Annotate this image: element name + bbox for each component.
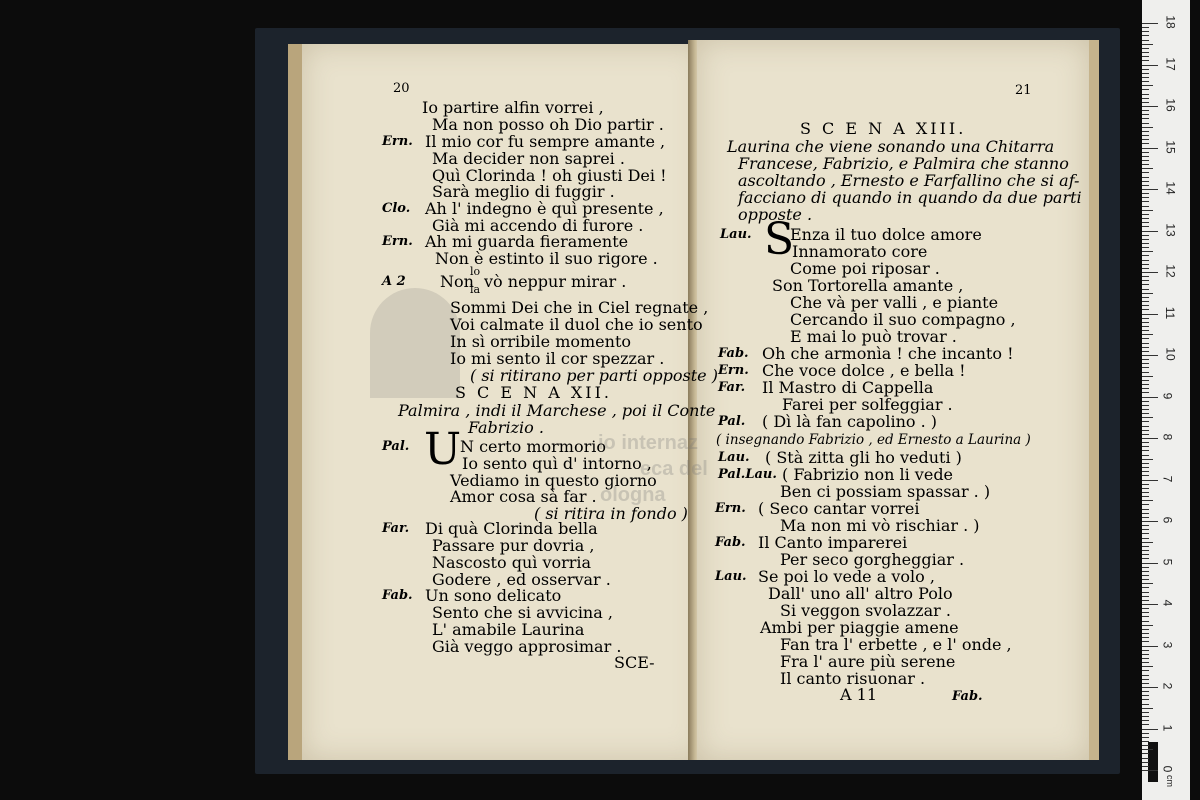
verse-line: Sento che si avvicina , xyxy=(432,603,613,622)
ruler-tick xyxy=(1142,637,1149,638)
ruler-label: 6 xyxy=(1160,516,1175,524)
ruler-tick xyxy=(1142,471,1149,472)
ruler-tick xyxy=(1142,567,1149,568)
ruler-tick xyxy=(1142,355,1158,356)
ruler-tick xyxy=(1142,305,1149,306)
page-number: 20 xyxy=(393,81,410,96)
speaker-label: Fab. xyxy=(715,535,746,550)
ruler-tick xyxy=(1142,434,1149,435)
ruler-tick xyxy=(1142,135,1149,136)
ruler-label: 4 xyxy=(1160,599,1175,607)
ruler-tick xyxy=(1142,488,1149,489)
ruler-tick xyxy=(1142,276,1149,277)
scene-description: Palmira , indi il Marchese , poi il Conte xyxy=(398,401,716,420)
ruler-tick xyxy=(1142,156,1149,157)
ruler-tick xyxy=(1142,127,1153,128)
ruler-tick xyxy=(1142,542,1153,543)
ruler-tick xyxy=(1142,533,1149,534)
ruler-tick xyxy=(1142,60,1149,61)
verse-line: Non è estinto il suo rigore . xyxy=(435,249,658,268)
ruler-tick xyxy=(1142,334,1153,335)
ruler-tick xyxy=(1142,152,1149,153)
ruler-tick xyxy=(1142,521,1158,522)
verse-line: Il mio cor fu sempre amante , xyxy=(425,132,666,151)
ruler-tick xyxy=(1142,426,1149,427)
measurement-ruler xyxy=(1142,0,1190,800)
ruler-tick xyxy=(1142,172,1149,173)
ruler-tick xyxy=(1142,745,1149,746)
ruler-tick xyxy=(1142,550,1149,551)
verse-line: Ma decider non saprei . xyxy=(432,149,625,168)
verse-line: Passare pur dovria , xyxy=(432,536,595,555)
ruler-tick xyxy=(1142,243,1149,244)
library-watermark-logo xyxy=(370,288,460,398)
ruler-label: 5 xyxy=(1160,558,1175,565)
verse-line: Ben ci possiam spassar . ) xyxy=(780,482,991,501)
verse-line: Farei per solfeggiar . xyxy=(782,395,953,414)
ruler-tick xyxy=(1142,318,1149,319)
ruler-tick xyxy=(1142,139,1149,140)
ruler-tick xyxy=(1142,106,1158,107)
verse-line: Sommi Dei che in Ciel regnate , xyxy=(450,298,709,317)
verse-line: Ma non posso oh Dio partir . xyxy=(432,115,664,134)
ruler-tick xyxy=(1142,309,1149,310)
ruler-tick xyxy=(1142,579,1149,580)
ruler-tick xyxy=(1142,260,1149,261)
speaker-label: Ern. xyxy=(715,501,746,516)
ruler-tick xyxy=(1142,737,1149,738)
verse-line: Son Tortorella amante , xyxy=(772,276,964,295)
ruler-tick xyxy=(1142,695,1149,696)
ruler-label: 14 xyxy=(1163,181,1178,195)
ruler-label: 16 xyxy=(1163,98,1178,112)
ruler-tick xyxy=(1142,235,1149,236)
ruler-tick xyxy=(1142,650,1149,651)
ruler-tick xyxy=(1142,123,1149,124)
ruler-tick xyxy=(1142,654,1149,655)
ruler-tick xyxy=(1142,255,1149,256)
speaker-label: Fab. xyxy=(718,346,749,361)
ruler-tick xyxy=(1142,31,1149,32)
ruler-tick xyxy=(1142,571,1149,572)
verse-line: Fra l' aure più serene xyxy=(780,652,956,671)
ruler-label: 8 xyxy=(1160,433,1175,441)
ruler-label: 1 xyxy=(1160,724,1175,731)
verse-line: ( Dì là fan capolino . ) xyxy=(762,412,937,431)
ruler-tick xyxy=(1142,608,1149,609)
watermark-text-1: io internaz xyxy=(598,432,699,454)
ruler-tick xyxy=(1142,633,1149,634)
stage-direction: ( insegnando Fabrizio , ed Ernesto a Laurina ) xyxy=(716,432,1031,448)
ruler-tick xyxy=(1142,367,1149,368)
ruler-tick xyxy=(1142,558,1149,559)
ruler-tick xyxy=(1142,687,1158,688)
ruler-tick xyxy=(1142,417,1153,418)
ruler-tick xyxy=(1142,52,1149,53)
ruler-tick xyxy=(1142,450,1149,451)
verse-line: Già veggo approsimar . xyxy=(432,637,622,656)
ruler-tick xyxy=(1142,251,1153,252)
verse-line: Che voce dolce , e bella ! xyxy=(762,361,966,380)
ruler-tick xyxy=(1142,330,1149,331)
ruler-tick xyxy=(1142,504,1149,505)
ruler-label: 18 xyxy=(1163,15,1178,29)
ruler-tick xyxy=(1142,455,1149,456)
verse-line: N certo mormorio xyxy=(460,437,606,456)
catchword: SCE- xyxy=(614,653,655,672)
ruler-tick xyxy=(1142,716,1149,717)
ruler-tick xyxy=(1142,612,1149,613)
ruler-tick xyxy=(1142,430,1149,431)
ruler-tick xyxy=(1142,421,1149,422)
ruler-tick xyxy=(1142,189,1158,190)
verse-line: Io partire alfin vorrei , xyxy=(422,98,604,117)
ruler-tick xyxy=(1142,264,1149,265)
ruler-unit-label: cm xyxy=(1165,775,1175,787)
ruler-tick xyxy=(1142,629,1149,630)
ruler-tick xyxy=(1142,712,1149,713)
verse-line: Se poi lo vede a volo , xyxy=(758,567,935,586)
speaker-label: A 2 xyxy=(382,274,406,289)
ruler-tick xyxy=(1142,231,1158,232)
ruler-tick xyxy=(1142,293,1153,294)
ruler-tick xyxy=(1142,442,1149,443)
verse-line: Di quà Clorinda bella xyxy=(425,519,598,538)
ruler-tick xyxy=(1142,102,1149,103)
ruler-tick xyxy=(1142,201,1149,202)
scene-heading: S C E N A XII. xyxy=(455,383,612,402)
speaker-label: Pal. xyxy=(382,439,410,454)
verse-line: Vediamo in questo giorno xyxy=(450,471,657,490)
verse-line: Io sento quì d' intorno , xyxy=(462,454,652,473)
ruler-tick xyxy=(1142,181,1149,182)
verse-line: Il canto risuonar . xyxy=(780,669,926,688)
verse-line: Cercando il suo compagno , xyxy=(790,310,1016,329)
verse-superscript: lo xyxy=(470,265,481,278)
ruler-tick xyxy=(1142,185,1149,186)
ruler-tick xyxy=(1142,484,1149,485)
ruler-tick xyxy=(1142,463,1149,464)
ruler-tick xyxy=(1142,625,1153,626)
catchword: Fab. xyxy=(952,689,983,704)
verse-line: Io mi sento il cor spezzar . xyxy=(450,349,665,368)
ruler-tick xyxy=(1142,467,1149,468)
ruler-tick xyxy=(1142,446,1149,447)
verse-line: Ah l' indegno è quì presente , xyxy=(425,199,664,218)
ruler-tick xyxy=(1142,27,1149,28)
ruler-tick xyxy=(1142,131,1149,132)
ruler-tick xyxy=(1142,392,1149,393)
verse-line: Ah mi guarda fieramente xyxy=(425,232,629,251)
ruler-tick xyxy=(1142,297,1149,298)
speaker-label: Ern. xyxy=(382,234,413,249)
page-number: 21 xyxy=(1015,83,1032,98)
verse-line: Fan tra l' erbette , e l' onde , xyxy=(780,635,1012,654)
ruler-tick xyxy=(1142,658,1149,659)
ruler-tick xyxy=(1142,338,1149,339)
ruler-tick xyxy=(1142,438,1158,439)
ruler-label: 0 xyxy=(1160,765,1175,773)
ruler-tick xyxy=(1142,720,1149,721)
ruler-tick xyxy=(1142,114,1149,115)
verse-line: Il Canto imparerei xyxy=(758,533,908,552)
verse-line: Ma non mi vò rischiar . ) xyxy=(780,516,980,535)
ruler-tick xyxy=(1142,322,1149,323)
ruler-tick xyxy=(1142,554,1149,555)
ruler-tick xyxy=(1142,679,1149,680)
verse-line: Godere , ed osservar . xyxy=(432,570,611,589)
ruler-tick xyxy=(1142,666,1153,667)
speaker-label: Pal.Lau. xyxy=(718,467,777,482)
watermark-text-2: eca del xyxy=(640,458,708,480)
ruler-tick xyxy=(1142,81,1149,82)
stage-direction: ( si ritirano per parti opposte ) xyxy=(470,366,718,385)
ruler-tick xyxy=(1142,210,1153,211)
ruler-tick xyxy=(1142,110,1149,111)
ruler-scale-block xyxy=(1148,742,1158,782)
ruler-tick xyxy=(1142,65,1158,66)
ruler-tick xyxy=(1142,563,1158,564)
ruler-tick xyxy=(1142,600,1149,601)
verse-line: Dall' uno all' altro Polo xyxy=(768,584,953,603)
verse-line: ( Seco cantar vorrei xyxy=(758,499,920,518)
ruler-tick xyxy=(1142,247,1149,248)
verse-line: Amor cosa sà far . xyxy=(450,487,597,506)
ruler-tick xyxy=(1142,546,1149,547)
verse-line: Ambi per piaggie amene xyxy=(760,618,959,637)
ruler-tick xyxy=(1142,56,1149,57)
verse-line: ( Fabrizio non li vede xyxy=(782,465,954,484)
verse-line: L' amabile Laurina xyxy=(432,620,585,639)
ruler-tick xyxy=(1142,372,1149,373)
ruler-tick xyxy=(1142,729,1158,730)
ruler-tick xyxy=(1142,98,1149,99)
ruler-tick xyxy=(1142,724,1149,725)
scene-description: facciano di quando in quando da due parti xyxy=(738,188,1082,207)
ruler-tick xyxy=(1142,646,1158,647)
scene-description: Laurina che viene sonando una Chitarra xyxy=(727,137,1055,156)
ruler-tick xyxy=(1142,762,1149,763)
ruler-tick xyxy=(1142,413,1149,414)
ruler-tick xyxy=(1142,148,1158,149)
verse-line: E mai lo può trovar . xyxy=(790,327,957,346)
verse-line: Voi calmate il duol che io sento xyxy=(450,315,703,334)
speaker-label: Lau. xyxy=(720,227,752,242)
ruler-tick xyxy=(1142,23,1158,24)
ruler-tick xyxy=(1142,160,1149,161)
ruler-tick xyxy=(1142,94,1149,95)
drop-capital: U xyxy=(424,424,462,475)
ruler-tick xyxy=(1142,40,1149,41)
ruler-tick xyxy=(1142,89,1149,90)
ruler-label: 7 xyxy=(1160,475,1175,482)
verse-line: Già mi accendo di furore . xyxy=(432,216,644,235)
ruler-tick xyxy=(1142,289,1149,290)
speaker-label: Ern. xyxy=(382,134,413,149)
ruler-tick xyxy=(1142,525,1149,526)
ruler-tick xyxy=(1142,704,1149,705)
ruler-tick xyxy=(1142,538,1149,539)
ruler-tick xyxy=(1142,343,1149,344)
ruler-tick xyxy=(1142,347,1149,348)
ruler-tick xyxy=(1142,475,1149,476)
ruler-tick xyxy=(1142,363,1149,364)
scene-heading: S C E N A XIII. xyxy=(800,119,967,138)
ruler-tick xyxy=(1142,197,1149,198)
ruler-tick xyxy=(1142,575,1149,576)
ruler-tick xyxy=(1142,616,1149,617)
ruler-tick xyxy=(1142,69,1149,70)
ruler-tick xyxy=(1142,517,1149,518)
ruler-tick xyxy=(1142,218,1149,219)
speaker-label: Lau. xyxy=(715,569,747,584)
ruler-tick xyxy=(1142,239,1149,240)
verse-line: Quì Clorinda ! oh giusti Dei ! xyxy=(432,166,667,185)
ruler-tick xyxy=(1142,691,1149,692)
verse-line: In sì orribile momento xyxy=(450,332,632,351)
speaker-label: Far. xyxy=(718,380,746,395)
ruler-tick xyxy=(1142,670,1149,671)
verse-line: ( Stà zitta gli ho veduti ) xyxy=(765,448,962,467)
verse-subscript: la xyxy=(470,283,481,296)
ruler-tick xyxy=(1142,596,1149,597)
speaker-label: Far. xyxy=(382,521,410,536)
ruler-label: 13 xyxy=(1163,222,1178,237)
ruler-tick xyxy=(1142,496,1149,497)
verse-line: Enza il tuo dolce amore xyxy=(790,225,982,244)
verse-line: Si veggon svolazzar . xyxy=(780,601,951,620)
ruler-label: 12 xyxy=(1163,264,1178,278)
ruler-tick xyxy=(1142,708,1153,709)
ruler-tick xyxy=(1142,380,1149,381)
ruler-tick xyxy=(1142,284,1149,285)
watermark-text-3: ologna xyxy=(600,484,666,506)
speaker-label: Lau. xyxy=(718,450,750,465)
ruler-tick xyxy=(1142,280,1149,281)
ruler-tick xyxy=(1142,741,1149,742)
ruler-tick xyxy=(1142,592,1149,593)
ruler-tick xyxy=(1142,359,1149,360)
ruler-tick xyxy=(1142,168,1153,169)
ruler-tick xyxy=(1142,459,1153,460)
ruler-tick xyxy=(1142,529,1149,530)
ruler-tick xyxy=(1142,401,1149,402)
scene-description: Francese, Fabrizio, e Palmira che stanno xyxy=(738,154,1069,173)
ruler-tick xyxy=(1142,222,1149,223)
ruler-tick xyxy=(1142,683,1149,684)
ruler-tick xyxy=(1142,733,1149,734)
verse-line: Sarà meglio di fuggir . xyxy=(432,182,615,201)
ruler-tick xyxy=(1142,766,1149,767)
verse-line: Oh che armonìa ! che incanto ! xyxy=(762,344,1014,363)
ruler-label: 17 xyxy=(1163,56,1178,71)
ruler-tick xyxy=(1142,118,1149,119)
ruler-label: 11 xyxy=(1163,306,1178,319)
ruler-tick xyxy=(1142,587,1149,588)
ruler-tick xyxy=(1142,770,1158,771)
verse-line: Il Mastro di Cappella xyxy=(762,378,934,397)
ruler-tick xyxy=(1142,500,1153,501)
ruler-label: 10 xyxy=(1163,347,1178,361)
ruler-tick xyxy=(1142,758,1149,759)
speaker-label: Clo. xyxy=(382,201,411,216)
ruler-label: 15 xyxy=(1163,139,1178,154)
ruler-tick xyxy=(1142,214,1149,215)
verse-line: Come poi riposar . xyxy=(790,259,940,278)
ruler-tick xyxy=(1142,405,1149,406)
ruler-tick xyxy=(1142,206,1149,207)
ruler-tick xyxy=(1142,35,1149,36)
scene-description: ascoltando , Ernesto e Farfallino che si af- xyxy=(738,171,1080,190)
ruler-tick xyxy=(1142,513,1149,514)
speaker-label: Pal. xyxy=(718,414,746,429)
ruler-tick xyxy=(1142,480,1158,481)
ruler-tick xyxy=(1142,314,1158,315)
speaker-label: Ern. xyxy=(718,363,749,378)
ruler-tick xyxy=(1142,397,1158,398)
stage-direction: ( si ritira in fondo ) xyxy=(534,504,688,523)
ruler-tick xyxy=(1142,301,1149,302)
ruler-tick xyxy=(1142,193,1149,194)
verse-line: Nascosto quì vorria xyxy=(432,553,592,572)
ruler-tick xyxy=(1142,699,1149,700)
ruler-tick xyxy=(1142,384,1149,385)
ruler-tick xyxy=(1142,675,1149,676)
ruler-label: 3 xyxy=(1160,641,1175,648)
ruler-tick xyxy=(1142,164,1149,165)
ruler-tick xyxy=(1142,641,1149,642)
ruler-tick xyxy=(1142,621,1149,622)
scene-description: Fabrizio . xyxy=(468,418,544,437)
ruler-tick xyxy=(1142,44,1153,45)
scene-description: opposte . xyxy=(738,205,813,224)
ruler-tick xyxy=(1142,85,1153,86)
ruler-tick xyxy=(1142,143,1149,144)
ruler-tick xyxy=(1142,226,1149,227)
ruler-tick xyxy=(1142,662,1149,663)
ruler-tick xyxy=(1142,326,1149,327)
ruler-tick xyxy=(1142,388,1149,389)
ruler-tick xyxy=(1142,583,1153,584)
ruler-tick xyxy=(1142,409,1149,410)
ruler-tick xyxy=(1142,509,1149,510)
ruler-tick xyxy=(1142,48,1149,49)
drop-capital: S xyxy=(764,214,795,265)
ruler-tick xyxy=(1142,351,1149,352)
signature-mark: A 11 xyxy=(840,685,877,704)
ruler-label: 9 xyxy=(1160,392,1175,399)
ruler-tick xyxy=(1142,376,1153,377)
ruler-tick xyxy=(1142,73,1149,74)
ruler-tick xyxy=(1142,604,1158,605)
speaker-label: Fab. xyxy=(382,588,413,603)
verse-line: Che và per valli , e piante xyxy=(790,293,999,312)
verse-line: Un sono delicato xyxy=(425,586,562,605)
ruler-tick xyxy=(1142,753,1149,754)
verse-line: Per seco gorgheggiar . xyxy=(780,550,965,569)
ruler-tick xyxy=(1142,77,1149,78)
ruler-tick xyxy=(1142,177,1149,178)
ruler-tick xyxy=(1142,272,1158,273)
verse-line: Innamorato core xyxy=(792,242,928,261)
verse-line: Non xyxy=(440,272,474,291)
ruler-label: 2 xyxy=(1160,682,1175,690)
ruler-tick xyxy=(1142,492,1149,493)
verse-line: vò neppur mirar . xyxy=(484,272,627,291)
ruler-tick xyxy=(1142,749,1153,750)
ruler-tick xyxy=(1142,268,1149,269)
